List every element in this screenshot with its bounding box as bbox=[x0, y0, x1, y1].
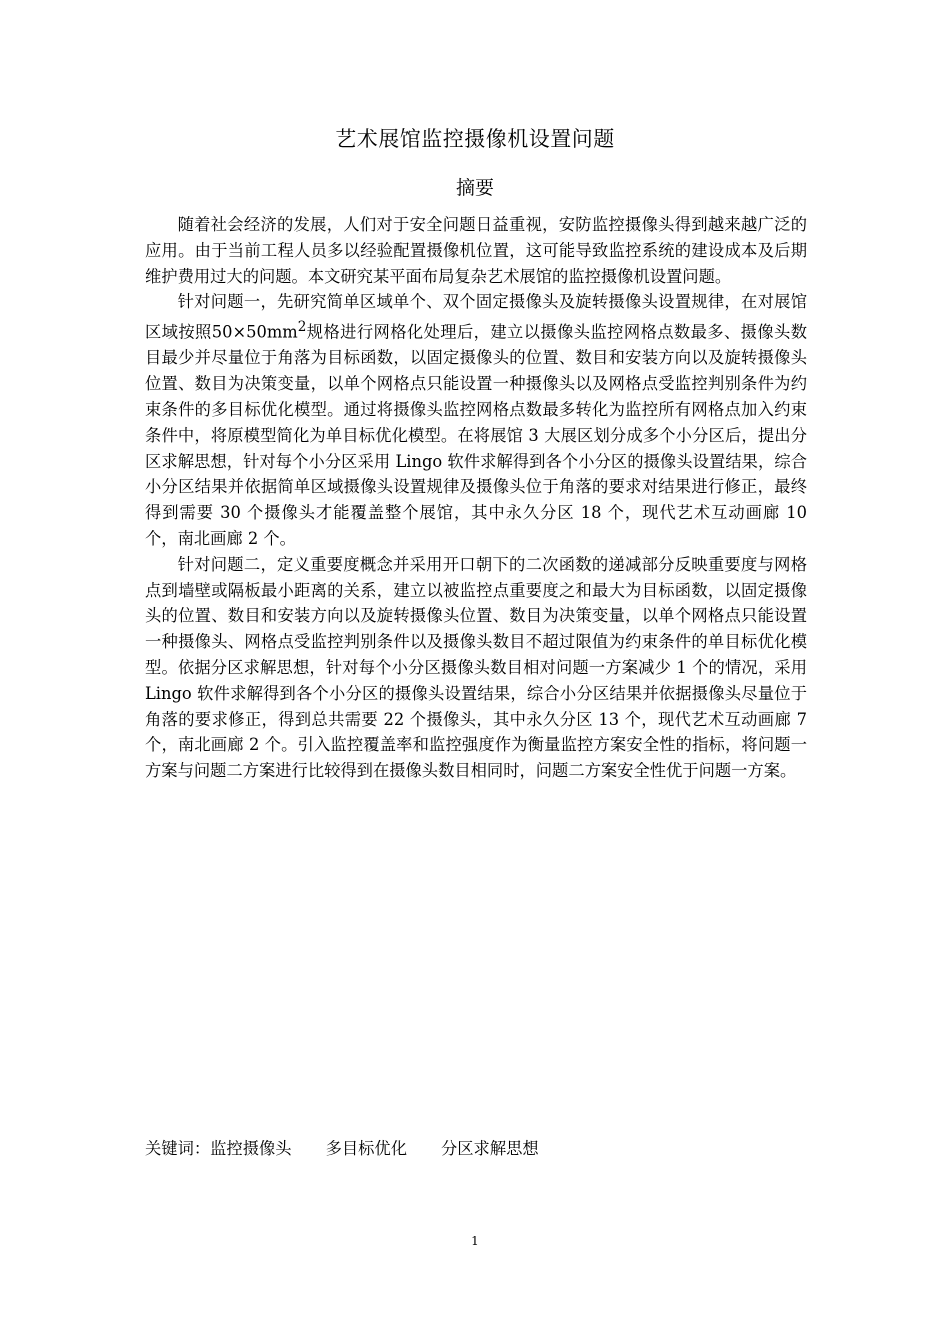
abstract-paragraph-3: 针对问题二，定义重要度概念并采用开口朝下的二次函数的递减部分反映重要度与网格点到墙壁或隔板最小距离的关系，建立以被监控点重要度之和最大为目标函数，以固定摄像头的位置、数目和安装方向以及旋转摄像头位置、数目为决策变量，以单个网格点只能设置一种摄像头、网格点受监控判别条件以及摄像头数目不超过限值为约束条件的单目标优化模型。依据分区求解思想，针对每个小分区摄像头数目相对问题一方案减少 1 个的情况，采用 Lingo 软件求解得到各个小分区的摄像头设置结果，综合小分区结果并依据摄像头尽量位于角落的要求修正，得到总共需要 22 个摄像头，其中永久分区 13 个，现代艺术互动画廊 7 个，南北画廊 2 个。引入监控覆盖率和监控强度作为衡量监控方案安全性的指标，将问题一方案与问题二方案进行比较得到在摄像头数目相同时，问题二方案安全性优于问题一方案。 bbox=[145, 554, 807, 781]
paragraph-2-text-before: 针对问题一，先研究简单区域单个、双个固定摄像头及旋转摄像头设置规律，在对展馆区域按照 bbox=[145, 292, 807, 342]
keyword-item: 监控摄像头 bbox=[210, 1139, 292, 1158]
grid-size-superscript: 2 bbox=[297, 319, 307, 336]
keyword-item: 分区求解思想 bbox=[440, 1139, 539, 1158]
abstract-paragraph-1: 随着社会经济的发展，人们对于安全问题日益重视，安防监控摄像头得到越来越广泛的应用。由于当前工程人员多以经验配置摄像机位置，这可能导致监控系统的建设成本及后期维护费用过大的问题。本文研究某平面布局复杂艺术展馆的监控摄像机设置问题。 bbox=[145, 215, 807, 286]
paper-title: 艺术展馆监控摄像机设置问题 bbox=[335, 127, 615, 151]
keywords-label: 关键词： bbox=[145, 1139, 211, 1158]
keyword-item: 多目标优化 bbox=[325, 1139, 407, 1158]
abstract-body bbox=[145, 212, 807, 784]
grid-size: 50×50mm bbox=[211, 322, 298, 342]
page-number: 1 bbox=[471, 1234, 479, 1248]
abstract-heading: 摘要 bbox=[455, 177, 494, 199]
abstract-paragraph-2 bbox=[145, 289, 807, 551]
keywords-line bbox=[145, 1136, 539, 1162]
paragraph-2-text-after: 规格进行网格化处理后，建立以摄像头监控网格点数最多、摄像头数目最少并尽量位于角落为目标函数，以固定摄像头的位置、数目和安装方向以及旋转摄像头位置、数目为决策变量，以单个网格点只能设置一种摄像头以及网格点受监控判别条件为约束条件的多目标优化模型。通过将摄像头监控网格点数最多转化为监控所有网格点加入约束条件中，将原模型简化为单目标优化模型。在将展馆 3 大展区划分成多个小分区后，提出分区求解思想，针对每个小分区采用 Lingo 软件求解得到各个小分区的摄像头设置结果，综合小分区结果并依据简单区域摄像头设置规律及摄像头位于角落的要求对结果进行修正，最终得到需要 30 个摄像头才能覆盖整个展馆，其中永久分区 18 个，现代艺术互动画廊 10 个，南北画廊 2 个。 bbox=[145, 322, 807, 548]
